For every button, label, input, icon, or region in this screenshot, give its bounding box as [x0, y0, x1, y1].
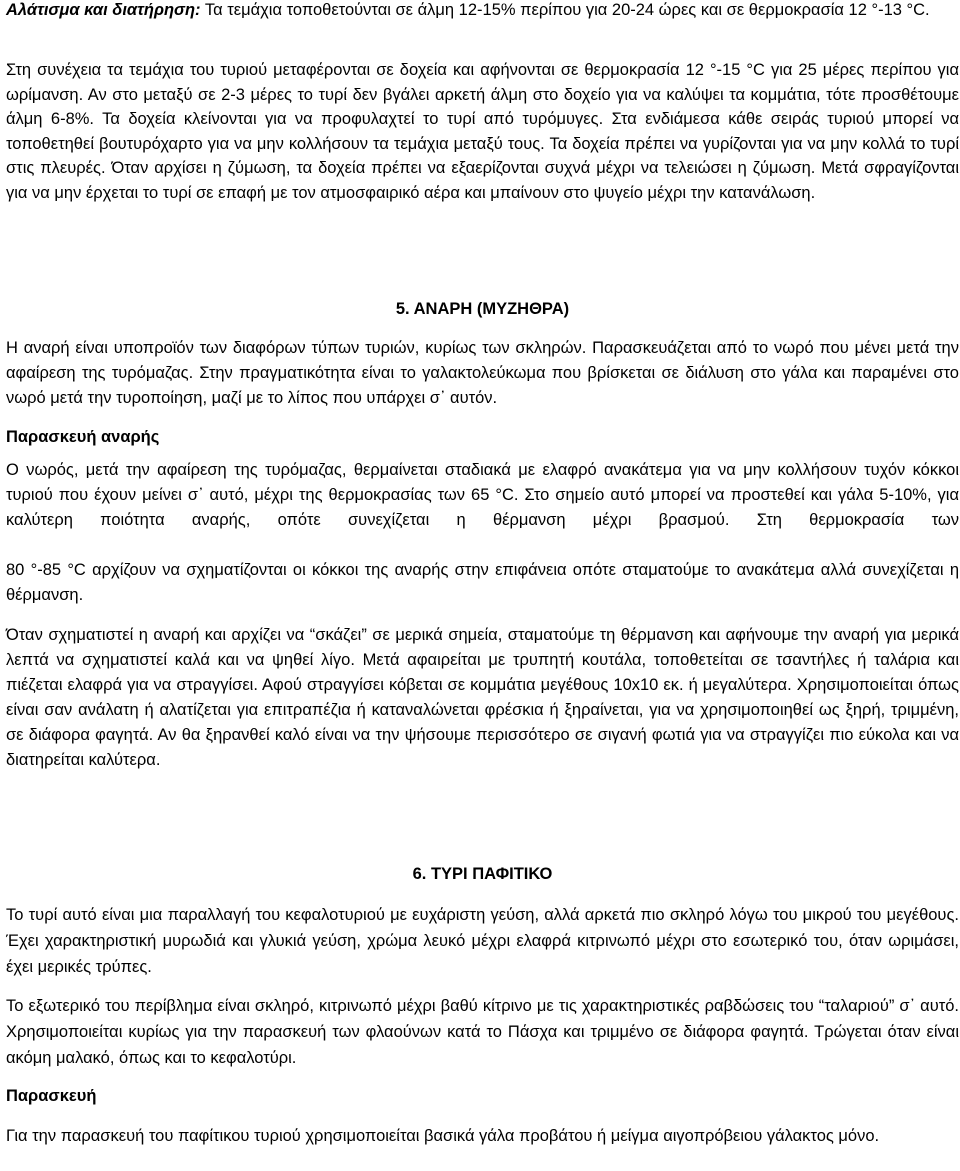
- pafitiko-paragraph-2: Το εξωτερικό του περίβλημα είναι σκληρό, κιτρινωπό μέχρι βαθύ κίτρινο με τις χαρακτηριστικές ραβδώσεις του “ταλαριού” σ᾽ αυτό. Χρησιμοποιείται κυρίως για την παρασκευή των φλαούνων κατά το Πάσχα και τριμμένο σε διάφορα φαγητά. Τρώγεται όταν είναι ακόμη μαλακό, όπως και το κεφαλοτύρι.: [6, 997, 959, 1067]
- pafitiko-prep-subheading: Παρασκευή: [6, 1087, 97, 1105]
- anari-prep-subheading: Παρασκευή αναρής: [6, 428, 160, 446]
- anari-prep-paragraph-b: 80 °-85 °C αρχίζουν να σχηματίζονται οι κόκκοι της αναρής στην επιφάνεια οπότε σταματούμε το ανακάτεμα αλλά συνεχίζεται η θέρμανση.: [6, 561, 959, 604]
- pafitiko-paragraph-1: Το τυρί αυτό είναι μια παραλλαγή του κεφαλοτυριού με ευχάριστη γεύση, αλλά αρκετά πιο σκληρό λόγω του μικρού του μεγέθους. Έχει χαρακτηριστική μυρωδιά και γλυκιά γεύση, χρώμα λευκό μέχρι ελαφρά κιτρινωπό μέχρι στο εσωτερικό του, όταν ωριμάσει, έχει μερικές τρύπες.: [6, 906, 959, 976]
- anari-prep-paragraph-c: Όταν σχηματιστεί η αναρή και αρχίζει να “σκάζει” σε μερικά σημεία, σταματούμε τη θέρμανση και αφήνουμε την αναρή για μερικά λεπτά να σχηματιστεί καλά και να ψηθεί λίγο. Μετά αφαιρείται με τρυπητή κουτάλα, τοποθετείται σε τσαντήλες ή ταλάρια και πιέζεται ελαφρά για να στραγγίσει. Αφού στραγγίσει κόβεται σε κομμάτια μεγέθους 10x10 εκ. ή μεγαλύτερα. Χρησιμοποιείται όπως είναι σαν ανάλατη ή αλατίζεται για επιτραπέζια ή καταναλώνεται φρέσκια ή ξηραίνεται, για να χρησιμοποιηθεί ως ξηρή, τριμμένη, σε διάφορα φαγητά. Αν θα ξηρανθεί καλό είναι να την ψήσουμε περισσότερο σε σιγανή φωτιά για να στραγγίζει πιο εύκολα και να διατηρείται καλύτερα.: [6, 626, 959, 769]
- salting-paragraph: [6, 0, 959, 22]
- salting-label: Αλάτισμα και διατήρηση:: [6, 1, 201, 19]
- salting-text: Τα τεμάχια τοποθετούνται σε άλμη 12-15% περίπου για 20-24 ώρες και σε θερμοκρασία 12 °-13 °C.: [200, 1, 930, 19]
- section-heading-anari: 5. ΑΝΑΡΗ (ΜΥΖΗΘΡΑ): [395, 300, 570, 318]
- section-heading-pafitiko: 6. ΤΥΡΙ ΠΑΦΙΤΙΚΟ: [412, 865, 553, 883]
- ripening-paragraph: Στη συνέχεια τα τεμάχια του τυριού μεταφέρονται σε δοχεία και αφήνονται σε θερμοκρασία 12 °-15 °C για 25 μέρες περίπου για ωρίμανση. Αν στο μεταξύ σε 2-3 μέρες το τυρί δεν βγάλει αρκετή άλμη στο δοχείο για να καλύψει τα κομμάτια, τότε προσθέτουμε άλμη 6-8%. Τα δοχεία κλείνονται για να προφυλαχτεί το τυρί από τυρόμυγες. Στα ενδιάμεσα κάθε σειράς τυριού μπορεί να τοποθετηθεί βουτυρόχαρτο για να μην κολλήσουν τα τεμάχια μεταξύ τους. Τα δοχεία πρέπει να γυρίζονται για να μην κολλά το τυρί στις πλευρές. Όταν αρχίσει η ζύμωση, τα δοχεία πρέπει να εξαερίζονται συχνά μέχρι να τελειώσει η ζύμωση. Μετά σφραγίζονται για να μην έρχεται το τυρί σε επαφή με τον ατμοσφαιρικό αέρα και μπαίνουν στο ψυγείο μέχρι την κατανάλωση.: [6, 61, 959, 202]
- anari-intro-paragraph: Η αναρή είναι υποπροϊόν των διαφόρων τύπων τυριών, κυρίως των σκληρών. Παρασκευάζεται από το νωρό που μένει μετά την αφαίρεση της τυρόμαζας. Στην πραγματικότητα είναι το γαλακτολεύκωμα που βρίσκεται σε διάλυση στο γάλα και παραμένει στο νωρό μετά την τυροποίηση, μαζί με το λίπος που υπάρχει σ᾽ αυτόν.: [6, 339, 959, 407]
- pafitiko-paragraph-3: Για την παρασκευή του παφίτικου τυριού χρησιμοποιείται βασικά γάλα προβάτου ή μείγμα αιγοπρόβειου γάλακτος μόνο.: [6, 1127, 880, 1145]
- anari-prep-paragraph-a: Ο νωρός, μετά την αφαίρεση της τυρόμαζας, θερμαίνεται σταδιακά με ελαφρό ανακάτεμα για να μην κολλήσουν τυχόν κόκκοι τυριού που έχουν μείνει σ᾽ αυτό, μέχρι της θερμοκρασίας των 65 °C. Στο σημείο αυτό μπορεί να προστεθεί και γάλα 5-10%, για καλύτερη ποιότητα αναρής, οπότε συνεχίζεται η θέρμανση μέχρι βρασμού. Στη θερμοκρασία των: [6, 461, 959, 529]
